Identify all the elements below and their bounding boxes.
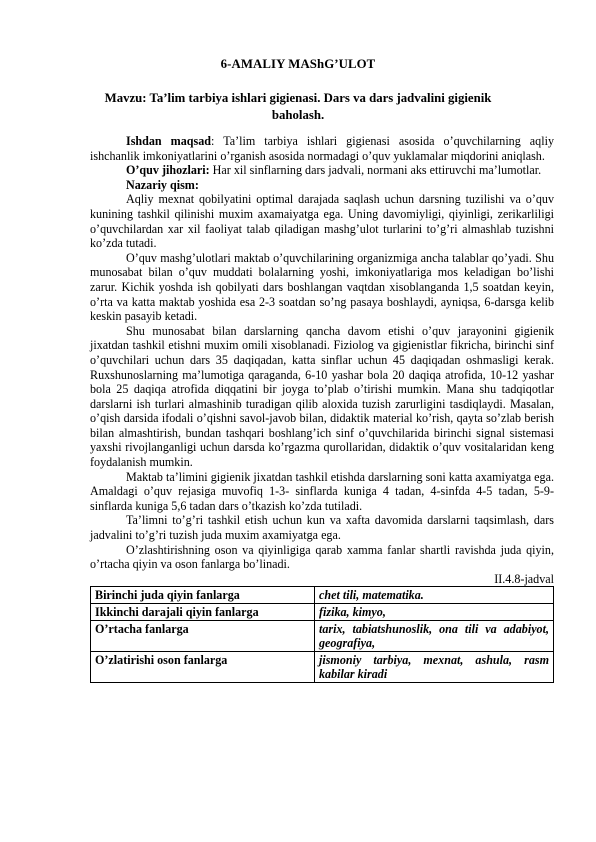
table-cell-category: O’zlatirishi oson fanlarga — [91, 652, 315, 683]
body-paragraph-4: Maktab ta’limini gigienik jixatdan tashkil etishda darslarning soni katta axamiyatga ega. Amaldagi o’quv rejasiga muvofiq 1-3- sinflarda kuniga 4 tadan, 4-sinfda 4-5 tadan, 5-9-sinflarda kuniga 5,6 tadan dars o’tkazish ko’zda tutiladi. — [90, 469, 554, 513]
table-cell-subjects: tarix, tabiatshunoslik, ona tili va adabiyot, geografiya, — [315, 621, 554, 652]
objective-text: : Ta’lim tarbiya ishlari gigienasi asosida o’quvchilarning aqliy ishchanlik imkoniyatlarini o’rganish asosida normadagi o’quv yuklamalar miqdorini aniqlash. — [90, 134, 554, 163]
objective-paragraph — [90, 134, 554, 163]
equipment-text: Har xil sinflarning dars jadvali, normani aks ettiruvchi ma’lumotlar. — [209, 163, 542, 178]
page-title: 6-AMALIY MAShG’ULOT — [220, 57, 376, 71]
body-paragraph-2: O’quv mashg’ulotlari maktab o’quvchilarining organizmiga ancha talablar qo’yadi. Shu munosabat bilan o’quv muddati bolalarning yoshi, imkoniyatlariga mos keladigan bo’lishi zarur. Kichik yoshda ish qobilyati dars boshlangan vaqtdan xisoblanganda 1,5 soatdan keyin, o’rta va katta maktab yoshida esa 2-3 soatdan so’ng pasaya boshlaydi, ayniqsa, 6-darsga kelib keskin pasayib ketadi. — [90, 250, 554, 324]
topic-subtitle: Mavzu: Ta’lim tarbiya ishlari gigienasi. Dars va dars jadvalini gigienik baholash. — [104, 91, 492, 122]
table-row — [91, 621, 554, 652]
table-cell-subjects: fizika, kimyo, — [315, 604, 554, 621]
body-paragraph-6: O’zlashtirishning oson va qiyinligiga qarab xamma fanlar shartli ravishda juda qiyin, o’rtacha qiyin va oson fanlarga bo’linadi. — [90, 542, 554, 572]
document-body — [90, 134, 554, 683]
table-cell-category: O’rtacha fanlarga — [91, 621, 315, 652]
table-cell-subjects: chet tili, matematika. — [315, 587, 554, 604]
table-cell-subjects: jismoniy tarbiya, mexnat, ashula, rasm kabilar kiradi — [315, 652, 554, 683]
theory-heading: Nazariy qism: — [126, 177, 199, 192]
objective-label: Ishdan maqsad — [126, 134, 212, 148]
table-cell-category: Ikkinchi darajali qiyin fanlarga — [91, 604, 315, 621]
equipment-label: O’quv jihozlari: — [126, 163, 210, 178]
body-paragraph-5: Ta’limni to’g’ri tashkil etish uchun kun va xafta davomida darslarni taqsimlash, dars jadvalini to’g’ri tuzish juda muxim axamiyatga ega. — [90, 513, 554, 543]
body-paragraph-1: Aqliy mexnat qobilyatini optimal darajada saqlash uchun darsning tuzilishi va o’quv kunining tashkil qilinishi muxim axamaiyatga ega. Uning davomiyligi, qiyinligi, zerikarliligi o’quvchilardan xar xil faoliyat talab qiladigan mashg’ulot turlarini to’g’ri almashlab tuzishni ko’zda tutadi. — [90, 192, 554, 251]
table-label: II.4.8-jadval — [494, 571, 554, 586]
table-cell-category: Birinchi juda qiyin fanlarga — [91, 587, 315, 604]
equipment-paragraph — [90, 163, 554, 178]
table-row — [91, 587, 554, 604]
body-paragraph-3: Shu munosabat bilan darslarning qancha davom etishi o’quv jarayonini gigienik jixatdan tashkil etishni muxim omili xisoblanadi. Fiziolog va gigienistlar fikricha, birinchi sinf o’quvchilari uchun dars 35 daqiqadan, katta sinflar uchun 45 daqiqadan oshmasligi kerak. Ruxshunoslarning ma’lumotiga qaraganda, 6-10 yashar bola 20 daqiqa atrofida, 10-12 yashar bola 25 daqiqa atrofida diqqatini bir joyga to’plab o’tirishi mumkin. Mana shu tadqiqotlar darslarni ish turlari almashinib turadigan qilib aloxida tuzish zarurligini tasdiqlaydi. Masalan, o’qish darsida ifodali o’qishni savol-javob bilan, didaktik material ko’rish, qayta so’zlab berish bilan almashtirish, bundan tashqari boshlang’ich sinf o’quvchilarida birinchi signal sistemasi yaxshi rivojlanganligi uchun darsda ko’rgazma qurollaridan, didaktik o’quv vositalaridan keng foydalanish mumkin. — [90, 323, 554, 470]
table-row — [91, 604, 554, 621]
table-row — [91, 652, 554, 683]
subject-difficulty-table — [90, 586, 554, 683]
